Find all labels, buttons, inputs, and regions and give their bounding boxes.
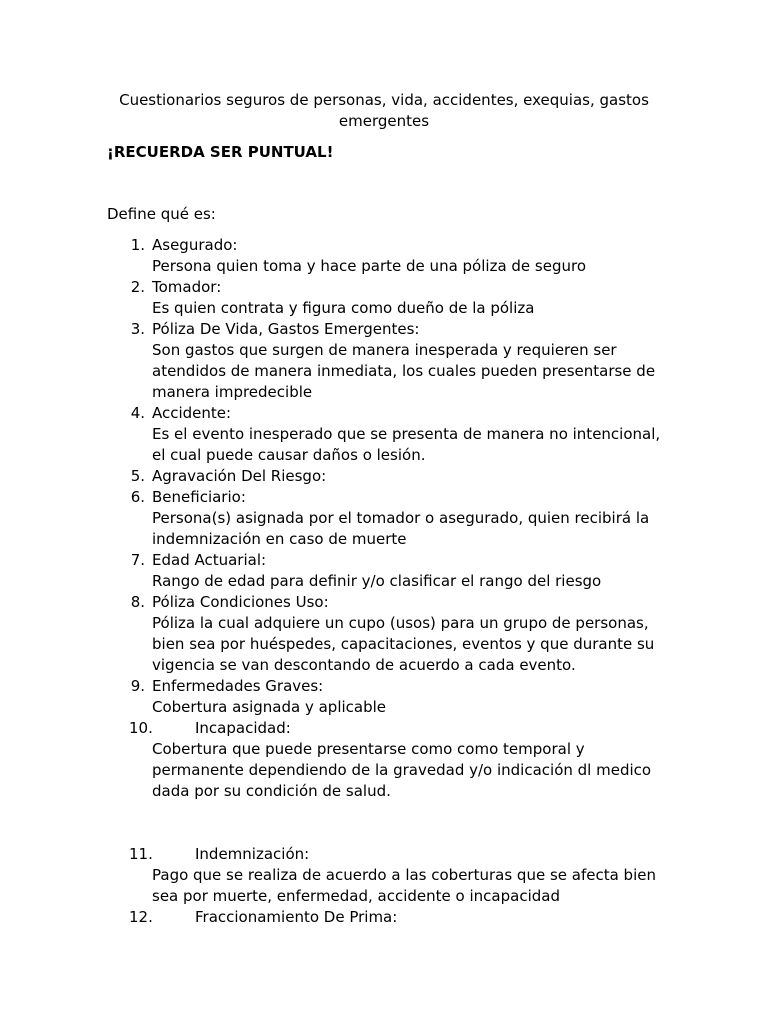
list-item <box>0 844 768 907</box>
item-number: 6. <box>130 488 145 506</box>
document-title: Cuestionarios seguros de personas, vida, accidentes, exequias, gastos emergentes <box>119 91 649 130</box>
item-label: Accidente: <box>152 404 232 422</box>
item-label: Indemnización: <box>195 845 310 863</box>
item-answer: Es quien contrata y figura como dueño de la póliza <box>152 299 535 317</box>
item-label: Tomador: <box>152 278 222 296</box>
item-answer: Póliza la cual adquiere un cupo (usos) para un grupo de personas, bien sea por huéspedes, capacitaciones, eventos y que durante su vigencia se van descontando de acuerdo a cada evento. <box>152 614 655 674</box>
item-label: Beneficiario: <box>152 488 246 506</box>
list-item <box>0 487 768 550</box>
item-number: 9. <box>130 677 145 695</box>
item-label: Póliza Condiciones Uso: <box>152 593 329 611</box>
item-answer: Persona(s) asignada por el tomador o asegurado, quien recibirá la indemnización en caso de muerte <box>152 509 650 548</box>
list-item <box>0 592 768 676</box>
item-label: Agravación Del Riesgo: <box>152 467 327 485</box>
intro-text: Define qué es: <box>107 205 216 223</box>
item-number: 8. <box>130 593 145 611</box>
item-answer: Pago que se realiza de acuerdo a las coberturas que se afecta bien sea por muerte, enfermedad, accidente o incapacidad <box>152 866 656 905</box>
list-item <box>0 718 768 802</box>
item-number: 7. <box>130 551 145 569</box>
item-label: Póliza De Vida, Gastos Emergentes: <box>152 320 420 338</box>
list-item <box>0 319 768 403</box>
question-list <box>0 235 768 928</box>
item-answer: Persona quien toma y hace parte de una póliza de seguro <box>152 257 587 275</box>
list-item <box>0 907 768 928</box>
item-number: 5. <box>130 467 145 485</box>
item-label: Asegurado: <box>152 236 238 254</box>
item-number: 2. <box>130 278 145 296</box>
item-number: 12. <box>129 908 153 926</box>
item-number: 10. <box>129 719 153 737</box>
item-number: 4. <box>130 404 145 422</box>
item-answer: Cobertura asignada y aplicable <box>152 698 387 716</box>
item-label: Fraccionamiento De Prima: <box>195 908 398 926</box>
list-item <box>0 277 768 319</box>
item-answer: Cobertura que puede presentarse como como temporal y permanente dependiendo de la gravedad y/o indicación dl medico dada por su condición de salud. <box>152 740 652 800</box>
item-number: 1. <box>130 236 145 254</box>
list-item <box>0 550 768 592</box>
item-answer: Rango de edad para definir y/o clasificar el rango del riesgo <box>152 572 602 590</box>
item-label: Enfermedades Graves: <box>152 677 324 695</box>
item-label: Edad Actuarial: <box>152 551 267 569</box>
item-answer: Son gastos que surgen de manera inesperada y requieren ser atendidos de manera inmediata, los cuales pueden presentarse de manera impredecible <box>152 341 656 401</box>
item-label: Incapacidad: <box>195 719 291 737</box>
item-number: 3. <box>130 320 145 338</box>
list-item <box>0 466 768 487</box>
item-number: 11. <box>129 845 153 863</box>
list-item <box>0 403 768 466</box>
item-answer: Es el evento inesperado que se presenta de manera no intencional, el cual puede causar daños o lesión. <box>152 425 661 464</box>
punctuality-reminder: ¡RECUERDA SER PUNTUAL! <box>107 143 334 161</box>
list-item <box>0 235 768 277</box>
list-item <box>0 676 768 718</box>
